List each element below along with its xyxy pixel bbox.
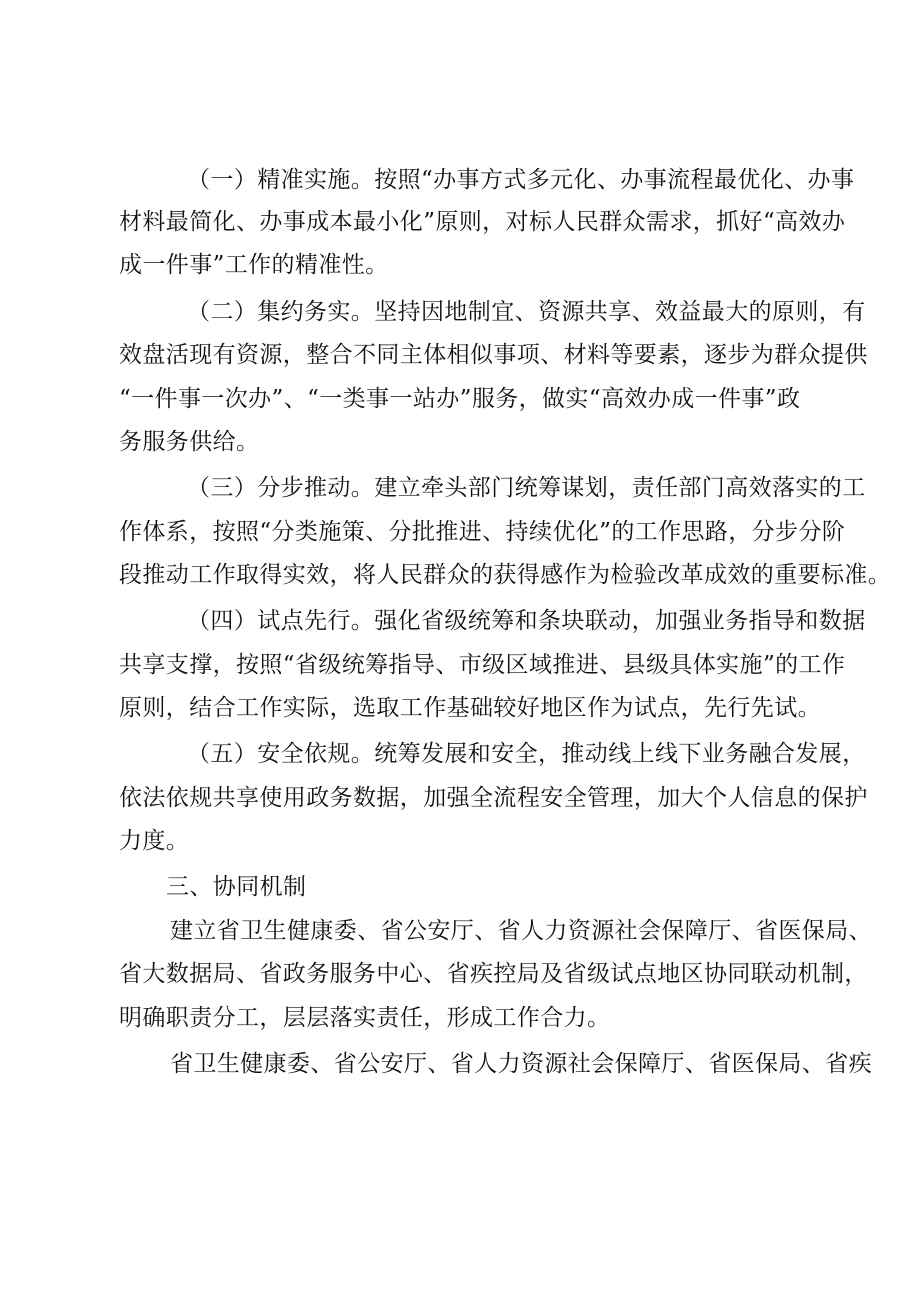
paragraph-5-line-1: （五）安全依规。统筹发展和安全，推动线上线下业务融合发展， xyxy=(187,741,866,767)
paragraph-1-line-3: 成一件事”工作的精准性。 xyxy=(119,252,389,278)
paragraph-2-line-4: 务服务供给。 xyxy=(119,429,260,455)
paragraph-4-line-3: 原则，结合工作实际，选取工作基础较好地区作为试点，先行先试。 xyxy=(119,695,821,721)
paragraph-1-line-2: 材料最简化、办事成本最小化”原则，对标人民群众需求，抓好“高效办 xyxy=(119,209,846,235)
section-heading-3: 三、协同机制 xyxy=(166,874,307,900)
paragraph-5-line-3: 力度。 xyxy=(119,828,190,854)
paragraph-6-line-1: 建立省卫生健康委、省公安厅、省人力资源社会保障厅、省医保局、 xyxy=(170,918,872,944)
paragraph-4-line-1: （四）试点先行。强化省级统筹和条块联动，加强业务指导和数据 xyxy=(187,608,866,634)
paragraph-6-line-3: 明确职责分工，层层落实责任，形成工作合力。 xyxy=(119,1005,611,1031)
paragraph-2-line-3: “一件事一次办”、“一类事一站办”服务，做实“高效办成一件事”政 xyxy=(119,386,801,412)
paragraph-2-line-1: （二）集约务实。坚持因地制宜、资源共享、效益最大的原则，有 xyxy=(187,299,866,325)
paragraph-2-line-2: 效盘活现有资源，整合不同主体相似事项、材料等要素，逐步为群众提供 xyxy=(119,342,868,368)
paragraph-7-line-1: 省卫生健康委、省公安厅、省人力资源社会保障厅、省医保局、省疾 xyxy=(170,1051,872,1077)
paragraph-6-line-2: 省大数据局、省政务服务中心、省疾控局及省级试点地区协同联动机制， xyxy=(119,961,868,987)
paragraph-1-line-1: （一）精准实施。按照“办事方式多元化、办事流程最优化、办事 xyxy=(187,167,855,193)
paragraph-5-line-2: 依法依规共享使用政务数据，加强全流程安全管理，加大个人信息的保护 xyxy=(119,785,868,811)
paragraph-3-line-3: 段推动工作取得实效，将人民群众的获得感作为检验改革成效的重要标准。 xyxy=(119,562,892,588)
paragraph-4-line-2: 共享支撑，按照“省级统筹指导、市级区域推进、县级具体实施”的工作 xyxy=(119,652,846,678)
paragraph-3-line-2: 作体系，按照“分类施策、分批推进、持续优化”的工作思路，分步分阶 xyxy=(119,519,846,545)
paragraph-3-line-1: （三）分步推动。建立牵头部门统筹谋划，责任部门高效落实的工 xyxy=(187,475,866,501)
